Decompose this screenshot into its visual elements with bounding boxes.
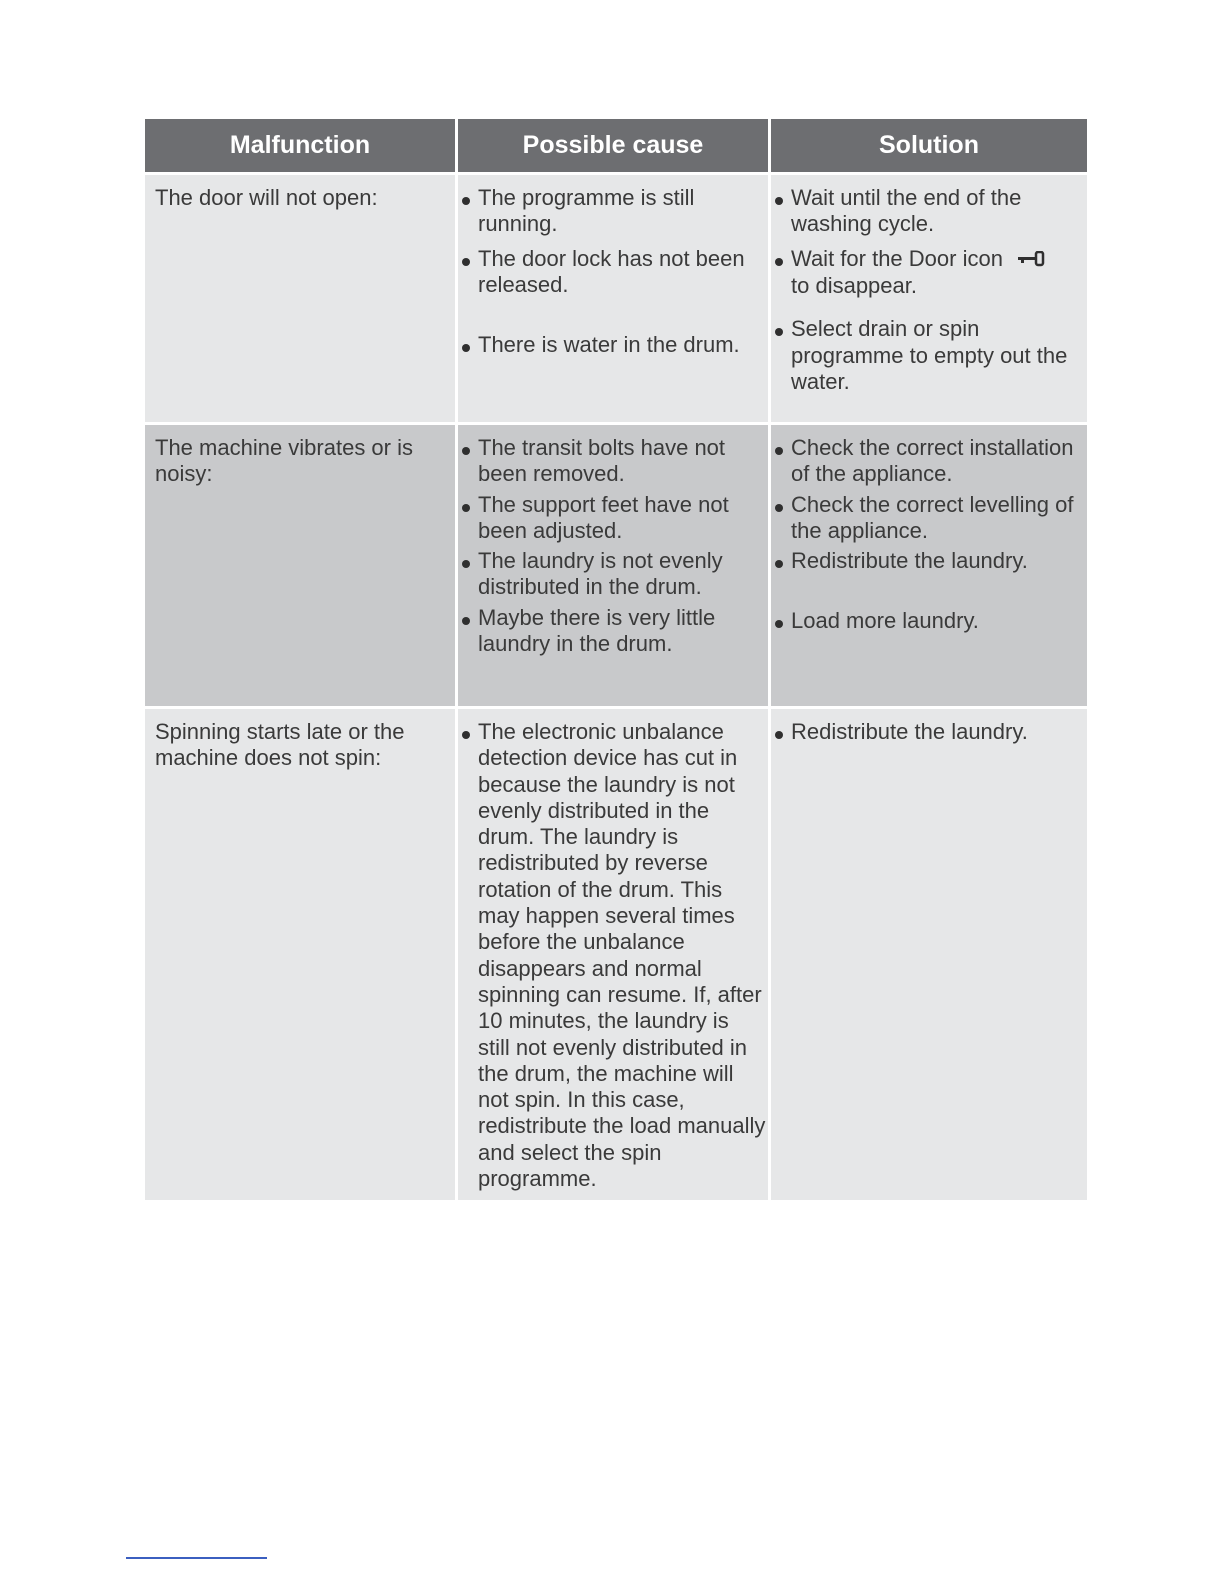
- header-solution: Solution: [771, 119, 1087, 172]
- row3-solution-1: Redistribute the laundry.: [775, 719, 1085, 745]
- row1-malfunction: The door will not open:: [145, 175, 455, 422]
- row2-solution-2: Check the correct levelling of the appliance.: [775, 492, 1085, 545]
- row3-cause-1: The electronic unbalance detection device has cut in because the laundry is not evenly distributed in the drum. The laundry is redistributed by reverse rotation of the drum. This may happen several times before the unbalance disappears and normal spinning can resume. If, after 10 minutes, the laundry is still not evenly distributed in the drum, the machine will not spin. In this case, redistribute the load manually and select the spin programme.: [462, 719, 766, 1192]
- row1-solution-1: Wait until the end of the washing cycle.: [775, 185, 1085, 238]
- row1-cause-1: The programme is still running.: [462, 185, 766, 238]
- row3-solutions: [771, 709, 1087, 1200]
- row2-solution-3: Redistribute the laundry.: [775, 548, 1085, 574]
- row1-causes: [458, 175, 768, 422]
- row1-solutions: [771, 175, 1087, 422]
- row1-solution-2-text-end: to disappear.: [791, 272, 917, 298]
- row2-cause-3: The laundry is not evenly distributed in the drum.: [462, 548, 766, 601]
- row2-malfunction: The machine vibrates or is noisy:: [145, 425, 455, 706]
- header-malfunction: Malfunction: [145, 119, 455, 172]
- key-icon: [1017, 247, 1045, 273]
- row1-solution-3: Select drain or spin programme to empty out the water.: [775, 316, 1085, 395]
- row3-malfunction: Spinning starts late or the machine does not spin:: [145, 709, 455, 1200]
- row1-solution-2: [775, 246, 1085, 300]
- row2-solution-4: Load more laundry.: [775, 608, 1085, 634]
- header-possible-cause: Possible cause: [458, 119, 768, 172]
- row2-cause-4: Maybe there is very little laundry in the drum.: [462, 605, 766, 658]
- row1-solution-2-text: Wait for the Door icon: [791, 245, 1003, 271]
- row2-causes: [458, 425, 768, 706]
- row1-cause-3: There is water in the drum.: [462, 332, 766, 358]
- row3-causes: [458, 709, 768, 1200]
- row2-solution-1: Check the correct installation of the appliance.: [775, 435, 1085, 488]
- row1-cause-2: The door lock has not been released.: [462, 246, 766, 299]
- row2-cause-1: The transit bolts have not been removed.: [462, 435, 766, 488]
- row2-cause-2: The support feet have not been adjusted.: [462, 492, 766, 545]
- troubleshooting-table: [145, 119, 1087, 1200]
- footer-rule: [126, 1557, 267, 1559]
- row2-solutions: [771, 425, 1087, 706]
